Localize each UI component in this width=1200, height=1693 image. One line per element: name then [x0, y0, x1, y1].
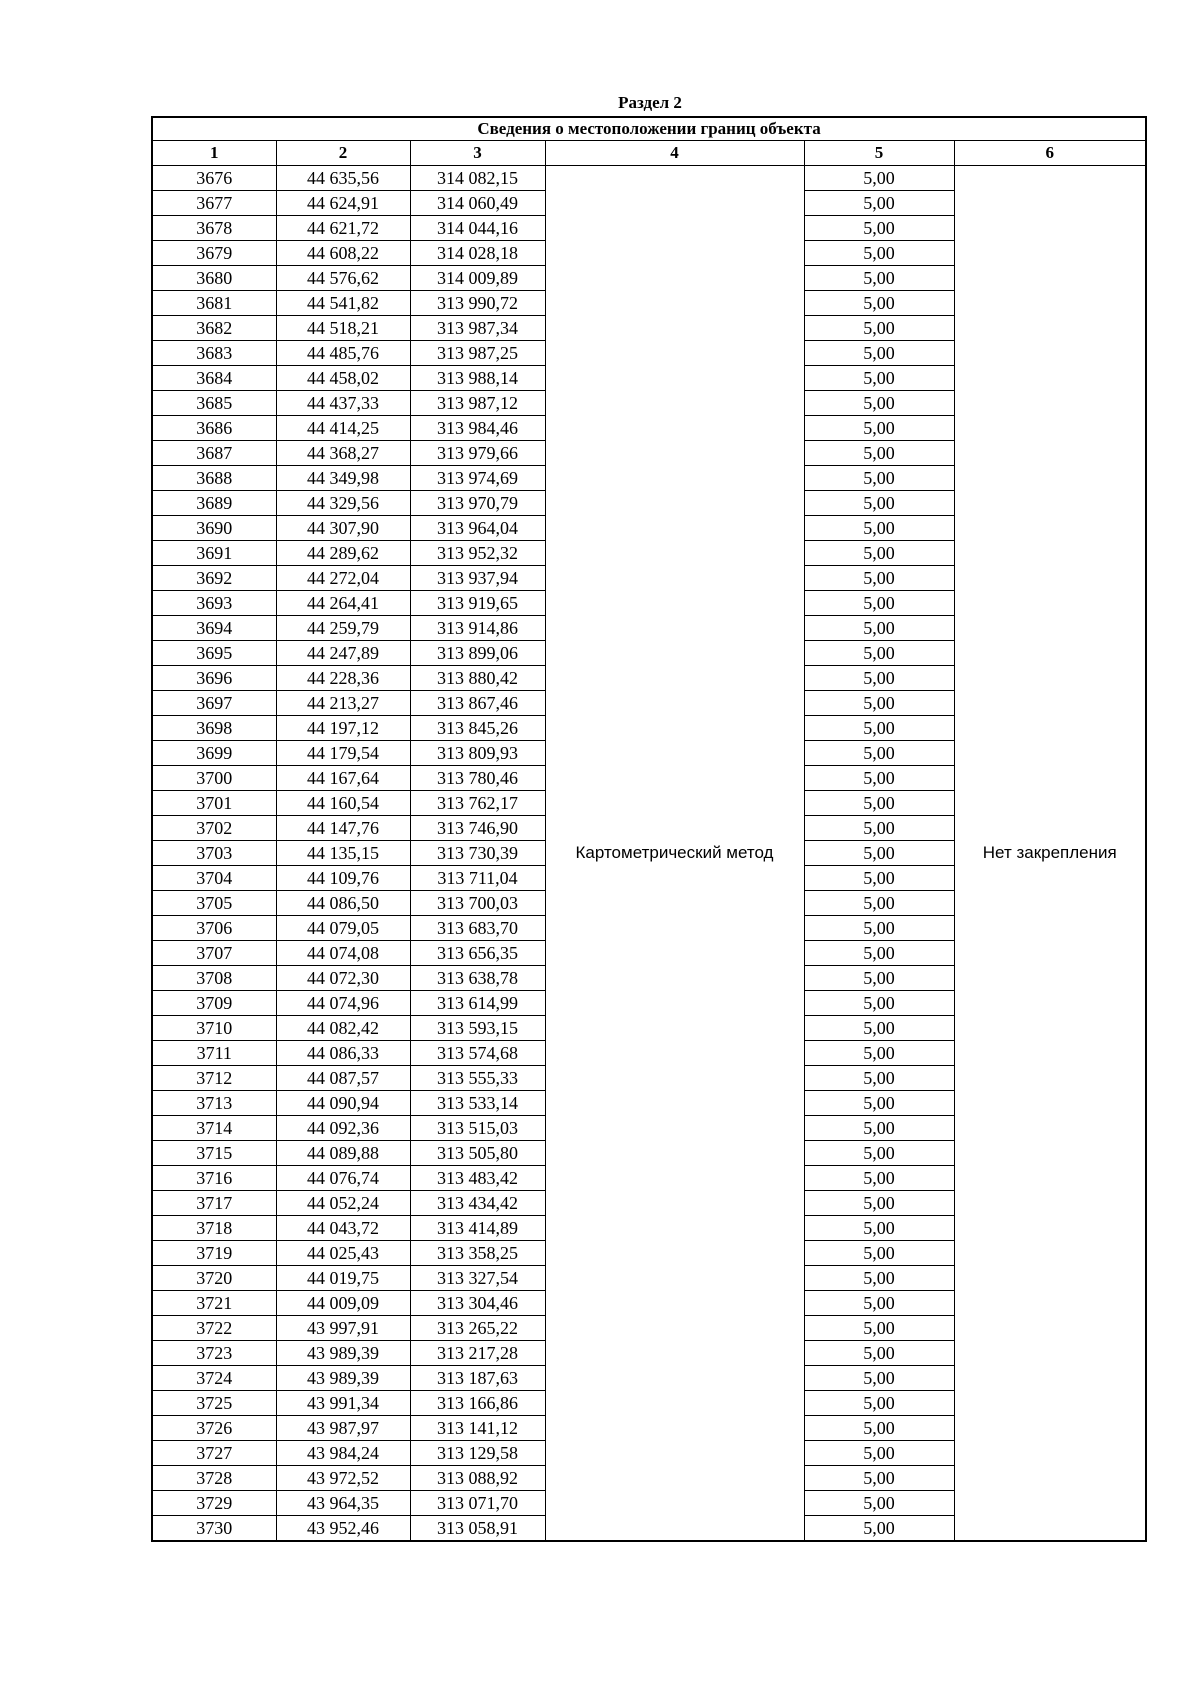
accuracy-cell: 5,00 [804, 1241, 954, 1266]
coordinate-y-cell: 313 845,26 [410, 716, 545, 741]
coordinate-y-cell: 313 919,65 [410, 591, 545, 616]
coordinate-y-cell: 313 574,68 [410, 1041, 545, 1066]
coordinate-x-cell: 44 087,57 [276, 1066, 410, 1091]
accuracy-cell: 5,00 [804, 1091, 954, 1116]
point-number-cell: 3697 [152, 691, 276, 716]
accuracy-cell: 5,00 [804, 1016, 954, 1041]
coordinate-y-cell: 313 780,46 [410, 766, 545, 791]
coordinate-x-cell: 44 072,30 [276, 966, 410, 991]
point-number-cell: 3726 [152, 1416, 276, 1441]
point-number-cell: 3689 [152, 491, 276, 516]
boundary-coordinates-table [151, 116, 1147, 1542]
accuracy-cell: 5,00 [804, 1466, 954, 1491]
table-title: Сведения о местоположении границ объекта [152, 117, 1146, 141]
accuracy-cell: 5,00 [804, 1516, 954, 1542]
coordinate-y-cell: 313 809,93 [410, 741, 545, 766]
coordinate-x-cell: 44 086,50 [276, 891, 410, 916]
point-number-cell: 3701 [152, 791, 276, 816]
coordinate-x-cell: 44 197,12 [276, 716, 410, 741]
coordinate-y-cell: 313 988,14 [410, 366, 545, 391]
point-number-cell: 3718 [152, 1216, 276, 1241]
point-number-cell: 3693 [152, 591, 276, 616]
point-number-cell: 3681 [152, 291, 276, 316]
point-number-cell: 3687 [152, 441, 276, 466]
coordinate-x-cell: 44 179,54 [276, 741, 410, 766]
coordinate-x-cell: 44 082,42 [276, 1016, 410, 1041]
point-number-cell: 3714 [152, 1116, 276, 1141]
method-cell: Картометрический метод [545, 166, 804, 1542]
coordinate-x-cell: 44 090,94 [276, 1091, 410, 1116]
coordinate-y-cell: 313 434,42 [410, 1191, 545, 1216]
point-number-cell: 3729 [152, 1491, 276, 1516]
coordinate-y-cell: 313 187,63 [410, 1366, 545, 1391]
point-number-cell: 3713 [152, 1091, 276, 1116]
coordinate-x-cell: 44 624,91 [276, 191, 410, 216]
column-header-2: 2 [276, 141, 410, 166]
coordinate-y-cell: 313 483,42 [410, 1166, 545, 1191]
coordinate-y-cell: 314 044,16 [410, 216, 545, 241]
point-number-cell: 3720 [152, 1266, 276, 1291]
coordinate-x-cell: 44 160,54 [276, 791, 410, 816]
point-number-cell: 3682 [152, 316, 276, 341]
accuracy-cell: 5,00 [804, 1166, 954, 1191]
point-number-cell: 3704 [152, 866, 276, 891]
coordinate-y-cell: 313 327,54 [410, 1266, 545, 1291]
coordinate-y-cell: 313 593,15 [410, 1016, 545, 1041]
accuracy-cell: 5,00 [804, 1491, 954, 1516]
coordinate-x-cell: 44 019,75 [276, 1266, 410, 1291]
coordinate-y-cell: 313 088,92 [410, 1466, 545, 1491]
accuracy-cell: 5,00 [804, 541, 954, 566]
accuracy-cell: 5,00 [804, 191, 954, 216]
coordinate-x-cell: 44 414,25 [276, 416, 410, 441]
coordinate-y-cell: 313 974,69 [410, 466, 545, 491]
coordinate-y-cell: 313 937,94 [410, 566, 545, 591]
accuracy-cell: 5,00 [804, 316, 954, 341]
coordinate-y-cell: 313 414,89 [410, 1216, 545, 1241]
accuracy-cell: 5,00 [804, 466, 954, 491]
coordinate-y-cell: 313 990,72 [410, 291, 545, 316]
point-number-cell: 3703 [152, 841, 276, 866]
coordinate-x-cell: 44 621,72 [276, 216, 410, 241]
accuracy-cell: 5,00 [804, 266, 954, 291]
accuracy-cell: 5,00 [804, 641, 954, 666]
coordinate-y-cell: 313 505,80 [410, 1141, 545, 1166]
coordinate-y-cell: 313 656,35 [410, 941, 545, 966]
coordinate-y-cell: 313 515,03 [410, 1116, 545, 1141]
coordinate-y-cell: 313 746,90 [410, 816, 545, 841]
coordinate-x-cell: 44 518,21 [276, 316, 410, 341]
coordinate-x-cell: 44 074,96 [276, 991, 410, 1016]
coordinate-x-cell: 44 074,08 [276, 941, 410, 966]
point-number-cell: 3678 [152, 216, 276, 241]
coordinate-x-cell: 43 972,52 [276, 1466, 410, 1491]
point-number-cell: 3698 [152, 716, 276, 741]
accuracy-cell: 5,00 [804, 891, 954, 916]
accuracy-cell: 5,00 [804, 416, 954, 441]
table-body [152, 166, 1146, 1542]
coordinate-x-cell: 44 079,05 [276, 916, 410, 941]
coordinate-y-cell: 313 217,28 [410, 1341, 545, 1366]
coordinate-x-cell: 44 307,90 [276, 516, 410, 541]
coordinate-x-cell: 44 009,09 [276, 1291, 410, 1316]
point-number-cell: 3715 [152, 1141, 276, 1166]
point-number-cell: 3685 [152, 391, 276, 416]
point-number-cell: 3680 [152, 266, 276, 291]
coordinate-y-cell: 313 304,46 [410, 1291, 545, 1316]
point-number-cell: 3692 [152, 566, 276, 591]
coordinate-x-cell: 43 989,39 [276, 1341, 410, 1366]
accuracy-cell: 5,00 [804, 566, 954, 591]
accuracy-cell: 5,00 [804, 1041, 954, 1066]
accuracy-cell: 5,00 [804, 1316, 954, 1341]
accuracy-cell: 5,00 [804, 766, 954, 791]
coordinate-y-cell: 313 711,04 [410, 866, 545, 891]
point-number-cell: 3711 [152, 1041, 276, 1066]
coordinate-y-cell: 313 700,03 [410, 891, 545, 916]
point-number-cell: 3700 [152, 766, 276, 791]
coordinate-y-cell: 313 614,99 [410, 991, 545, 1016]
coordinate-y-cell: 313 987,12 [410, 391, 545, 416]
section-heading: Раздел 2 [618, 93, 682, 112]
coordinate-x-cell: 44 458,02 [276, 366, 410, 391]
accuracy-cell: 5,00 [804, 941, 954, 966]
point-number-cell: 3723 [152, 1341, 276, 1366]
coordinate-y-cell: 313 058,91 [410, 1516, 545, 1542]
coordinate-x-cell: 44 437,33 [276, 391, 410, 416]
coordinate-y-cell: 313 141,12 [410, 1416, 545, 1441]
coordinate-x-cell: 44 167,64 [276, 766, 410, 791]
accuracy-cell: 5,00 [804, 516, 954, 541]
coordinate-y-cell: 313 952,32 [410, 541, 545, 566]
accuracy-cell: 5,00 [804, 291, 954, 316]
accuracy-cell: 5,00 [804, 791, 954, 816]
point-number-cell: 3725 [152, 1391, 276, 1416]
column-header-1: 1 [152, 141, 276, 166]
point-number-cell: 3730 [152, 1516, 276, 1542]
point-number-cell: 3702 [152, 816, 276, 841]
coordinate-x-cell: 44 541,82 [276, 291, 410, 316]
coordinate-x-cell: 44 608,22 [276, 241, 410, 266]
accuracy-cell: 5,00 [804, 1391, 954, 1416]
point-number-cell: 3686 [152, 416, 276, 441]
coordinate-x-cell: 44 272,04 [276, 566, 410, 591]
coordinate-x-cell: 44 109,76 [276, 866, 410, 891]
coordinate-x-cell: 44 089,88 [276, 1141, 410, 1166]
accuracy-cell: 5,00 [804, 241, 954, 266]
fixing-cell: Нет закрепления [954, 166, 1146, 1542]
point-number-cell: 3706 [152, 916, 276, 941]
coordinate-x-cell: 43 964,35 [276, 1491, 410, 1516]
accuracy-cell: 5,00 [804, 916, 954, 941]
coordinate-y-cell: 313 555,33 [410, 1066, 545, 1091]
coordinate-y-cell: 313 987,25 [410, 341, 545, 366]
point-number-cell: 3688 [152, 466, 276, 491]
point-number-cell: 3696 [152, 666, 276, 691]
coordinate-x-cell: 44 213,27 [276, 691, 410, 716]
point-number-cell: 3708 [152, 966, 276, 991]
coordinate-y-cell: 313 358,25 [410, 1241, 545, 1266]
accuracy-cell: 5,00 [804, 1441, 954, 1466]
column-header-5: 5 [804, 141, 954, 166]
point-number-cell: 3722 [152, 1316, 276, 1341]
accuracy-cell: 5,00 [804, 216, 954, 241]
coordinate-x-cell: 43 984,24 [276, 1441, 410, 1466]
accuracy-cell: 5,00 [804, 1266, 954, 1291]
coordinate-y-cell: 313 979,66 [410, 441, 545, 466]
table-row [152, 166, 1146, 191]
coordinate-x-cell: 44 135,15 [276, 841, 410, 866]
point-number-cell: 3677 [152, 191, 276, 216]
point-number-cell: 3716 [152, 1166, 276, 1191]
accuracy-cell: 5,00 [804, 1066, 954, 1091]
point-number-cell: 3728 [152, 1466, 276, 1491]
coordinate-y-cell: 313 129,58 [410, 1441, 545, 1466]
accuracy-cell: 5,00 [804, 1291, 954, 1316]
accuracy-cell: 5,00 [804, 866, 954, 891]
coordinate-x-cell: 44 076,74 [276, 1166, 410, 1191]
coordinate-x-cell: 44 086,33 [276, 1041, 410, 1066]
coordinate-y-cell: 313 265,22 [410, 1316, 545, 1341]
coordinate-x-cell: 44 349,98 [276, 466, 410, 491]
coordinate-x-cell: 44 576,62 [276, 266, 410, 291]
coordinate-x-cell: 43 991,34 [276, 1391, 410, 1416]
accuracy-cell: 5,00 [804, 616, 954, 641]
coordinate-x-cell: 44 635,56 [276, 166, 410, 191]
coordinate-x-cell: 44 289,62 [276, 541, 410, 566]
accuracy-cell: 5,00 [804, 1366, 954, 1391]
column-header-4: 4 [545, 141, 804, 166]
point-number-cell: 3694 [152, 616, 276, 641]
coordinate-x-cell: 44 092,36 [276, 1116, 410, 1141]
coordinate-y-cell: 313 867,46 [410, 691, 545, 716]
point-number-cell: 3676 [152, 166, 276, 191]
accuracy-cell: 5,00 [804, 691, 954, 716]
point-number-cell: 3691 [152, 541, 276, 566]
accuracy-cell: 5,00 [804, 1341, 954, 1366]
coordinate-y-cell: 313 071,70 [410, 1491, 545, 1516]
coordinate-x-cell: 44 147,76 [276, 816, 410, 841]
coordinate-x-cell: 44 259,79 [276, 616, 410, 641]
coordinate-y-cell: 314 028,18 [410, 241, 545, 266]
point-number-cell: 3690 [152, 516, 276, 541]
coordinate-y-cell: 313 533,14 [410, 1091, 545, 1116]
coordinate-x-cell: 44 052,24 [276, 1191, 410, 1216]
point-number-cell: 3721 [152, 1291, 276, 1316]
accuracy-cell: 5,00 [804, 816, 954, 841]
accuracy-cell: 5,00 [804, 491, 954, 516]
point-number-cell: 3679 [152, 241, 276, 266]
coordinate-y-cell: 313 899,06 [410, 641, 545, 666]
accuracy-cell: 5,00 [804, 716, 954, 741]
coordinate-x-cell: 44 485,76 [276, 341, 410, 366]
coordinate-x-cell: 44 264,41 [276, 591, 410, 616]
coordinate-y-cell: 313 880,42 [410, 666, 545, 691]
coordinate-x-cell: 44 043,72 [276, 1216, 410, 1241]
coordinate-x-cell: 44 368,27 [276, 441, 410, 466]
accuracy-cell: 5,00 [804, 1191, 954, 1216]
coordinate-x-cell: 44 025,43 [276, 1241, 410, 1266]
point-number-cell: 3724 [152, 1366, 276, 1391]
point-number-cell: 3705 [152, 891, 276, 916]
coordinate-y-cell: 313 730,39 [410, 841, 545, 866]
point-number-cell: 3719 [152, 1241, 276, 1266]
accuracy-cell: 5,00 [804, 1141, 954, 1166]
point-number-cell: 3717 [152, 1191, 276, 1216]
accuracy-cell: 5,00 [804, 166, 954, 191]
coordinate-y-cell: 313 638,78 [410, 966, 545, 991]
point-number-cell: 3684 [152, 366, 276, 391]
accuracy-cell: 5,00 [804, 391, 954, 416]
point-number-cell: 3712 [152, 1066, 276, 1091]
column-header-6: 6 [954, 141, 1146, 166]
coordinate-y-cell: 313 970,79 [410, 491, 545, 516]
point-number-cell: 3707 [152, 941, 276, 966]
accuracy-cell: 5,00 [804, 341, 954, 366]
accuracy-cell: 5,00 [804, 441, 954, 466]
coordinate-y-cell: 313 984,46 [410, 416, 545, 441]
point-number-cell: 3695 [152, 641, 276, 666]
coordinate-y-cell: 313 683,70 [410, 916, 545, 941]
accuracy-cell: 5,00 [804, 1216, 954, 1241]
accuracy-cell: 5,00 [804, 1116, 954, 1141]
point-number-cell: 3727 [152, 1441, 276, 1466]
accuracy-cell: 5,00 [804, 841, 954, 866]
coordinate-x-cell: 44 247,89 [276, 641, 410, 666]
point-number-cell: 3709 [152, 991, 276, 1016]
point-number-cell: 3683 [152, 341, 276, 366]
coordinate-y-cell: 314 082,15 [410, 166, 545, 191]
accuracy-cell: 5,00 [804, 966, 954, 991]
coordinate-y-cell: 313 914,86 [410, 616, 545, 641]
accuracy-cell: 5,00 [804, 741, 954, 766]
coordinate-y-cell: 313 762,17 [410, 791, 545, 816]
coordinate-x-cell: 43 987,97 [276, 1416, 410, 1441]
coordinate-x-cell: 43 989,39 [276, 1366, 410, 1391]
coordinate-y-cell: 314 060,49 [410, 191, 545, 216]
coordinate-y-cell: 314 009,89 [410, 266, 545, 291]
point-number-cell: 3710 [152, 1016, 276, 1041]
coordinate-y-cell: 313 987,34 [410, 316, 545, 341]
coordinate-x-cell: 43 952,46 [276, 1516, 410, 1542]
accuracy-cell: 5,00 [804, 1416, 954, 1441]
accuracy-cell: 5,00 [804, 366, 954, 391]
column-header-3: 3 [410, 141, 545, 166]
coordinate-x-cell: 44 228,36 [276, 666, 410, 691]
coordinate-x-cell: 43 997,91 [276, 1316, 410, 1341]
accuracy-cell: 5,00 [804, 591, 954, 616]
coordinate-x-cell: 44 329,56 [276, 491, 410, 516]
accuracy-cell: 5,00 [804, 666, 954, 691]
point-number-cell: 3699 [152, 741, 276, 766]
coordinate-y-cell: 313 166,86 [410, 1391, 545, 1416]
coordinate-y-cell: 313 964,04 [410, 516, 545, 541]
accuracy-cell: 5,00 [804, 991, 954, 1016]
